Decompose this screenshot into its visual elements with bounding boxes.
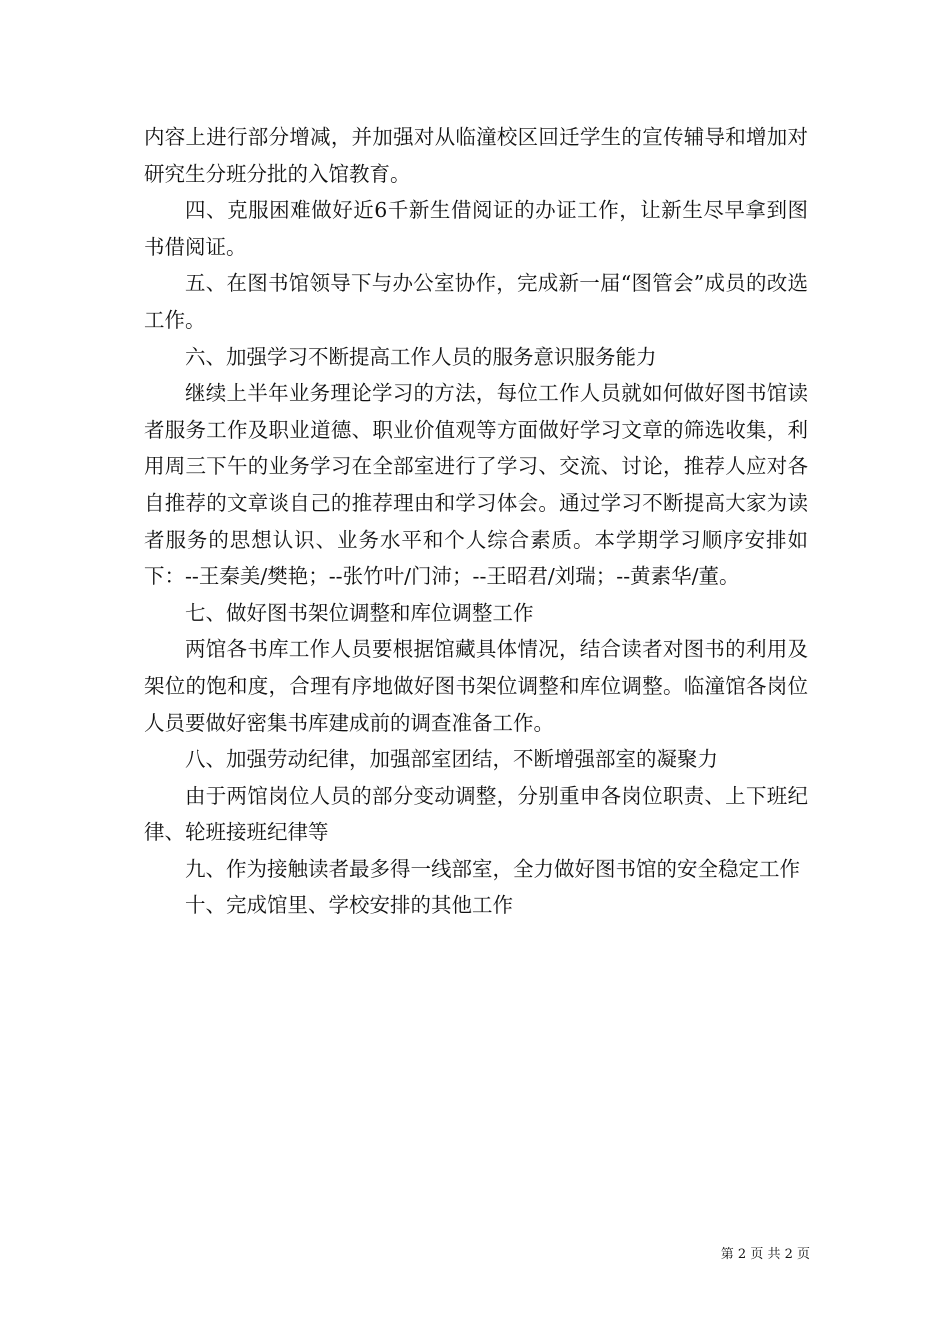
heading-item-six: 六、加强学习不断提高工作人员的服务意识服务能力 bbox=[185, 344, 657, 369]
page-number-footer: 第 2 页 共 2 页 bbox=[720, 1247, 810, 1262]
paragraph-item-six-body: 继续上半年业务理论学习的方法，每位工作人员就如何做好图书馆读者服务工作及职业道德、职业价值观等方面做好学习文章的筛选收集，利用周三下午的业务学习在全部室进行了学习、交流、讨论，推荐人应对各自推荐的文章谈自己的推荐理由和学习体会。通过学习不断提高大家为读者服务的思想认识、业务水平和个人综合素质。本学期学习顺序安排如下：--王秦美/樊艳；--张竹叶/门沛；--王昭君/刘瑞；--黄素华/董。 bbox=[144, 381, 808, 589]
heading-item-eight: 八、加强劳动纪律，加强部室团结，不断增强部室的凝聚力 bbox=[185, 747, 718, 772]
document-body bbox=[144, 119, 808, 924]
heading-item-seven: 七、做好图书架位调整和库位调整工作 bbox=[185, 600, 534, 625]
paragraph-item-ten: 十、完成馆里、学校安排的其他工作 bbox=[185, 893, 513, 918]
paragraph-item-nine: 九、作为接触读者最多得一线部室，全力做好图书馆的安全稳定工作 bbox=[185, 856, 800, 881]
paragraph-continuation: 内容上进行部分增减，并加强对从临潼校区回迁学生的宣传辅导和增加对研究生分班分批的入馆教育。 bbox=[144, 125, 808, 186]
paragraph-item-seven-body: 两馆各书库工作人员要根据馆藏具体情况，结合读者对图书的利用及架位的饱和度，合理有序地做好图书架位调整和库位调整。临潼馆各岗位人员要做好密集书库建成前的调查准备工作。 bbox=[144, 637, 808, 735]
paragraph-item-four: 四、克服困难做好近6千新生借阅证的办证工作，让新生尽早拿到图书借阅证。 bbox=[144, 198, 808, 259]
paragraph-item-five: 五、在图书馆领导下与办公室协作，完成新一届“图管会”成员的改选工作。 bbox=[144, 271, 808, 332]
paragraph-item-eight-body: 由于两馆岗位人员的部分变动调整，分别重申各岗位职责、上下班纪律、轮班接班纪律等 bbox=[144, 783, 808, 845]
